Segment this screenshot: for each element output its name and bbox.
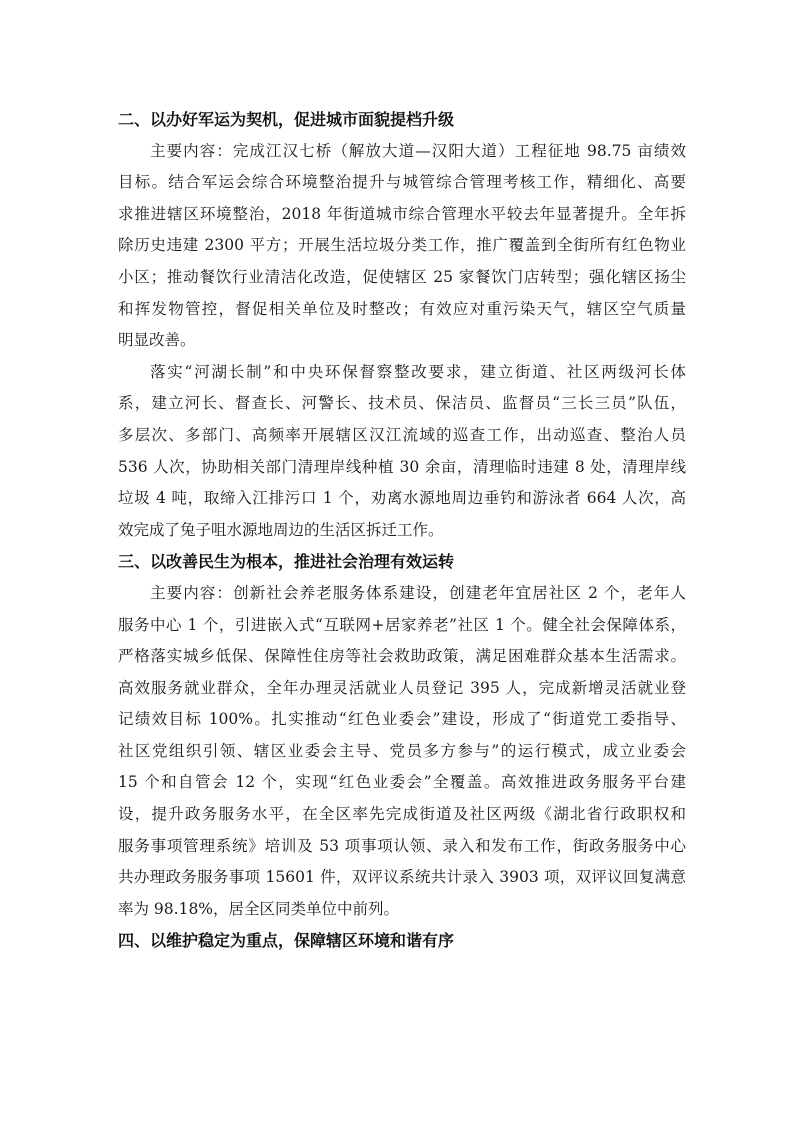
text-line: 主要内容：创新社会养老服务体系建设，创建老年宜居社区 2 个，老年人 bbox=[150, 583, 686, 602]
text-line: 主要内容：完成江汉七桥（解放大道—汉阳大道）工程征地 98.75 亩绩效 bbox=[150, 141, 686, 160]
text-line: 效完成了兔子咀水源地周边的生活区拆迁工作。 bbox=[118, 520, 444, 539]
text-line: 系，建立河长、督查长、河警长、技术员、保洁员、监督员“三长三员”队伍， bbox=[118, 394, 686, 413]
text-line: 落实“河湖长制”和中央环保督察整改要求，建立街道、社区两级河长体 bbox=[150, 362, 686, 381]
text-line: 严格落实城乡低保、保障性住房等社会救助政策，满足困难群众基本生活需求。 bbox=[118, 647, 686, 666]
text-line: 15 个和自管会 12 个，实现“红色业委会”全覆盖。高效推进政务服务平台建 bbox=[118, 773, 686, 792]
text-line: 明显改善。 bbox=[118, 331, 196, 350]
section-heading-3: 三、以改善民生为根本，推进社会治理有效运转 bbox=[118, 552, 455, 572]
paragraph-social-governance bbox=[118, 578, 686, 926]
section-heading-4: 四、以维护稳定为重点，保障辖区环境和谐有序 bbox=[118, 931, 455, 951]
paragraph-urban-environment bbox=[118, 136, 686, 357]
text-line: 率为 98.18%，居全区同类单位中前列。 bbox=[118, 899, 400, 918]
section-heading-2: 二、以办好军运为契机，促进城市面貌提档升级 bbox=[118, 110, 455, 129]
text-line: 求推进辖区环境整治，2018 年街道城市综合管理水平较去年显著提升。全年拆 bbox=[118, 204, 686, 223]
text-line: 除历史违建 2300 平方；开展生活垃圾分类工作，推广覆盖到全街所有红色物业 bbox=[118, 236, 686, 255]
text-line: 社区党组织引领、辖区业委会主导、党员多方参与”的运行模式，成立业委会 bbox=[118, 741, 686, 760]
text-line: 服务中心 1 个，引进嵌入式“互联网+居家养老”社区 1 个。健全社会保障体系， bbox=[118, 615, 686, 634]
text-line: 设，提升政务服务水平，在全区率先完成街道及社区两级《湖北省行政职权和 bbox=[118, 805, 686, 824]
text-line: 高效服务就业群众，全年办理灵活就业人员登记 395 人，完成新增灵活就业登 bbox=[118, 678, 686, 697]
text-line: 服务事项管理系统》培训及 53 项事项认领、录入和发布工作，街政务服务中心 bbox=[118, 836, 686, 855]
text-line: 目标。结合军运会综合环境整治提升与城管综合管理考核工作，精细化、高要 bbox=[118, 173, 686, 192]
document-body bbox=[118, 104, 686, 957]
text-line: 记绩效目标 100%。扎实推动“红色业委会”建设，形成了“街道党工委指导、 bbox=[118, 710, 686, 729]
text-line: 多层次、多部门、高频率开展辖区汉江流域的巡查工作，出动巡查、整治人员 bbox=[118, 425, 686, 444]
text-line: 小区；推动餐饮行业清洁化改造，促使辖区 25 家餐饮门店转型；强化辖区扬尘 bbox=[118, 267, 686, 286]
paragraph-river-chief bbox=[118, 357, 686, 547]
text-line: 536 人次，协助相关部门清理岸线种植 30 余亩，清理临时违建 8 处，清理岸线 bbox=[118, 457, 686, 476]
text-line: 共办理政务服务事项 15601 件，双评议系统共计录入 3903 项，双评议回复满意 bbox=[118, 868, 686, 887]
text-line: 垃圾 4 吨，取缔入江排污口 1 个，劝离水源地周边垂钓和游泳者 664 人次，高 bbox=[118, 489, 686, 508]
text-line: 和挥发物管控，督促相关单位及时整改；有效应对重污染天气，辖区空气质量 bbox=[118, 299, 686, 318]
